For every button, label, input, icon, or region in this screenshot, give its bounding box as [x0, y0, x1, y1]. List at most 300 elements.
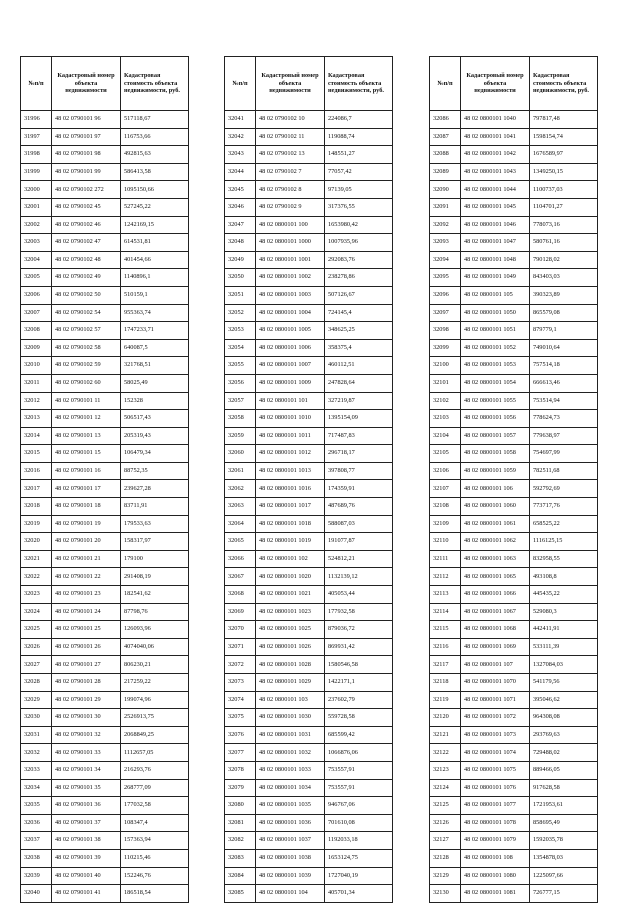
cadastral-cost-cell: 2068849,25: [121, 726, 189, 744]
row-number-cell: 32073: [225, 674, 256, 692]
table-row: [430, 568, 598, 586]
row-number-cell: 31999: [21, 163, 52, 181]
table-row: [225, 726, 393, 744]
row-number-cell: 32116: [430, 638, 461, 656]
table-row: [430, 286, 598, 304]
row-number-cell: 32023: [21, 586, 52, 604]
cadastral-number-cell: 48 02 0800101 1018: [256, 515, 325, 533]
column-header-cost: Кадастровая стоимость объекта недвижимости, руб.: [530, 57, 598, 111]
row-number-cell: 32088: [430, 146, 461, 164]
cadastral-cost-cell: 88752,35: [121, 462, 189, 480]
row-number-cell: 32085: [225, 885, 256, 903]
row-number-cell: 32008: [21, 322, 52, 340]
cadastral-cost-cell: 174359,91: [325, 480, 393, 498]
row-number-cell: 32072: [225, 656, 256, 674]
cadastral-number-cell: 48 02 0790102 11: [256, 128, 325, 146]
cadastral-number-cell: 48 02 0800101 1026: [256, 638, 325, 656]
cadastral-number-cell: 48 02 0800101 1019: [256, 533, 325, 551]
cadastral-cost-cell: 108347,4: [121, 814, 189, 832]
cadastral-cost-cell: 158317,97: [121, 533, 189, 551]
cadastral-number-cell: 48 02 0800101 1007: [256, 357, 325, 375]
table-row: [430, 251, 598, 269]
cadastral-cost-cell: 773717,76: [530, 498, 598, 516]
table-row: [430, 691, 598, 709]
table-row: [21, 550, 189, 568]
table-row: [430, 515, 598, 533]
cadastral-cost-cell: 753557,91: [325, 761, 393, 779]
table-row: [430, 621, 598, 639]
table-row: [225, 674, 393, 692]
table-row: [225, 832, 393, 850]
cadastral-number-cell: 48 02 0790102 46: [52, 216, 121, 234]
row-number-cell: 32053: [225, 322, 256, 340]
row-number-cell: 32064: [225, 515, 256, 533]
row-number-cell: 32007: [21, 304, 52, 322]
cadastral-number-cell: 48 02 0790101 30: [52, 709, 121, 727]
cadastral-number-cell: 48 02 0800101 1072: [461, 709, 530, 727]
cadastral-cost-cell: 889466,05: [530, 761, 598, 779]
cadastral-cost-cell: 152246,76: [121, 867, 189, 885]
cadastral-number-cell: 48 02 0790101 24: [52, 603, 121, 621]
row-number-cell: 32054: [225, 339, 256, 357]
row-number-cell: 32099: [430, 339, 461, 357]
table-row: [225, 128, 393, 146]
row-number-cell: 32097: [430, 304, 461, 322]
table-row: [430, 146, 598, 164]
cadastral-cost-cell: 216293,76: [121, 761, 189, 779]
table-row: [430, 797, 598, 815]
cadastral-number-cell: 48 02 0790102 8: [256, 181, 325, 199]
table-row: [225, 867, 393, 885]
cadastral-cost-cell: 492815,63: [121, 146, 189, 164]
cadastral-cost-cell: 296718,17: [325, 445, 393, 463]
cadastral-table-2: [224, 56, 393, 903]
table-row: [430, 533, 598, 551]
cadastral-number-cell: 48 02 0800101 1059: [461, 462, 530, 480]
cadastral-number-cell: 48 02 0790101 16: [52, 462, 121, 480]
cadastral-cost-cell: 1592035,78: [530, 832, 598, 850]
table-row: [225, 550, 393, 568]
row-number-cell: 31996: [21, 111, 52, 129]
cadastral-number-cell: 48 02 0800101 1029: [256, 674, 325, 692]
cadastral-number-cell: 48 02 0800101 1069: [461, 638, 530, 656]
cadastral-cost-cell: 152328: [121, 392, 189, 410]
table-row: [225, 885, 393, 903]
cadastral-number-cell: 48 02 0800101 1050: [461, 304, 530, 322]
cadastral-number-cell: 48 02 0800101 1012: [256, 445, 325, 463]
cadastral-cost-cell: 191077,87: [325, 533, 393, 551]
table-row: [225, 216, 393, 234]
column-header-num: №п/п: [225, 57, 256, 111]
table-row: [430, 709, 598, 727]
table-row: [21, 269, 189, 287]
cadastral-cost-cell: 1007935,96: [325, 234, 393, 252]
row-number-cell: 32100: [430, 357, 461, 375]
cadastral-number-cell: 48 02 0800101 1009: [256, 374, 325, 392]
cadastral-number-cell: 48 02 0800101 1077: [461, 797, 530, 815]
cadastral-number-cell: 48 02 0790101 38: [52, 832, 121, 850]
table-row: [21, 111, 189, 129]
cadastral-number-cell: 48 02 0800101 1047: [461, 234, 530, 252]
cadastral-number-cell: 48 02 0790102 60: [52, 374, 121, 392]
table-row: [225, 269, 393, 287]
cadastral-number-cell: 48 02 0800101 1020: [256, 568, 325, 586]
row-number-cell: 32029: [21, 691, 52, 709]
row-number-cell: 32066: [225, 550, 256, 568]
row-number-cell: 32127: [430, 832, 461, 850]
row-number-cell: 32061: [225, 462, 256, 480]
row-number-cell: 32058: [225, 410, 256, 428]
row-number-cell: 32055: [225, 357, 256, 375]
cadastral-cost-cell: 1580546,58: [325, 656, 393, 674]
row-number-cell: 32060: [225, 445, 256, 463]
row-number-cell: 32106: [430, 462, 461, 480]
table-row: [21, 322, 189, 340]
cadastral-cost-cell: 524812,21: [325, 550, 393, 568]
cadastral-cost-cell: 348625,25: [325, 322, 393, 340]
cadastral-number-cell: 48 02 0790101 37: [52, 814, 121, 832]
cadastral-cost-cell: 291408,19: [121, 568, 189, 586]
row-number-cell: 32121: [430, 726, 461, 744]
header-row: [225, 57, 393, 111]
row-number-cell: 32067: [225, 568, 256, 586]
cadastral-number-cell: 48 02 0800101 1081: [461, 885, 530, 903]
cadastral-cost-cell: 778073,16: [530, 216, 598, 234]
cadastral-number-cell: 48 02 0800101 1078: [461, 814, 530, 832]
row-number-cell: 32044: [225, 163, 256, 181]
table-row: [225, 304, 393, 322]
row-number-cell: 32019: [21, 515, 52, 533]
cadastral-number-cell: 48 02 0800101 101: [256, 392, 325, 410]
row-number-cell: 32075: [225, 709, 256, 727]
row-number-cell: 32091: [430, 198, 461, 216]
cadastral-cost-cell: 917628,58: [530, 779, 598, 797]
cadastral-number-cell: 48 02 0790101 98: [52, 146, 121, 164]
cadastral-cost-cell: 541179,56: [530, 674, 598, 692]
row-number-cell: 32005: [21, 269, 52, 287]
table-row: [21, 410, 189, 428]
table-row: [225, 656, 393, 674]
row-number-cell: 31998: [21, 146, 52, 164]
cadastral-cost-cell: 238278,86: [325, 269, 393, 287]
cadastral-number-cell: 48 02 0800101 1066: [461, 586, 530, 604]
table-row: [21, 726, 189, 744]
row-number-cell: 32087: [430, 128, 461, 146]
cadastral-number-cell: 48 02 0800101 1039: [256, 867, 325, 885]
cadastral-number-cell: 48 02 0800101 1035: [256, 797, 325, 815]
cadastral-number-cell: 48 02 0790102 48: [52, 251, 121, 269]
table-row: [21, 656, 189, 674]
row-number-cell: 32033: [21, 761, 52, 779]
cadastral-cost-cell: 4074040,06: [121, 638, 189, 656]
cadastral-cost-cell: 97139,05: [325, 181, 393, 199]
table-row: [225, 498, 393, 516]
cadastral-cost-cell: 182541,62: [121, 586, 189, 604]
row-number-cell: 32068: [225, 586, 256, 604]
cadastral-number-cell: 48 02 0790101 96: [52, 111, 121, 129]
cadastral-cost-cell: 1395154,09: [325, 410, 393, 428]
table-row: [430, 849, 598, 867]
table-row: [225, 761, 393, 779]
cadastral-cost-cell: 224086,7: [325, 111, 393, 129]
table-row: [21, 515, 189, 533]
cadastral-number-cell: 48 02 0800101 1079: [461, 832, 530, 850]
table-row: [21, 462, 189, 480]
cadastral-number-cell: 48 02 0790102 59: [52, 357, 121, 375]
cadastral-cost-cell: 110215,46: [121, 849, 189, 867]
cadastral-number-cell: 48 02 0800101 1055: [461, 392, 530, 410]
table-row: [430, 339, 598, 357]
cadastral-cost-cell: 858695,49: [530, 814, 598, 832]
row-number-cell: 32042: [225, 128, 256, 146]
row-number-cell: 32035: [21, 797, 52, 815]
cadastral-number-cell: 48 02 0790101 18: [52, 498, 121, 516]
cadastral-cost-cell: 1598154,74: [530, 128, 598, 146]
table-row: [430, 445, 598, 463]
cadastral-cost-cell: 87798,76: [121, 603, 189, 621]
cadastral-number-cell: 48 02 0790101 25: [52, 621, 121, 639]
table-row: [225, 234, 393, 252]
row-number-cell: 32050: [225, 269, 256, 287]
table-row: [21, 339, 189, 357]
cadastral-number-cell: 48 02 0800101 1053: [461, 357, 530, 375]
cadastral-number-cell: 48 02 0800101 1048: [461, 251, 530, 269]
cadastral-cost-cell: 1727040,19: [325, 867, 393, 885]
cadastral-number-cell: 48 02 0790101 99: [52, 163, 121, 181]
row-number-cell: 32070: [225, 621, 256, 639]
cadastral-number-cell: 48 02 0800101 1052: [461, 339, 530, 357]
row-number-cell: 32104: [430, 427, 461, 445]
table-row: [21, 638, 189, 656]
cadastral-number-cell: 48 02 0800101 1010: [256, 410, 325, 428]
table-row: [225, 410, 393, 428]
cadastral-number-cell: 48 02 0800101 1045: [461, 198, 530, 216]
cadastral-number-cell: 48 02 0800101 1006: [256, 339, 325, 357]
cadastral-cost-cell: 782511,68: [530, 462, 598, 480]
table-row: [21, 445, 189, 463]
table-row: [430, 128, 598, 146]
row-number-cell: 32038: [21, 849, 52, 867]
cadastral-cost-cell: 797817,48: [530, 111, 598, 129]
cadastral-cost-cell: 106479,34: [121, 445, 189, 463]
cadastral-cost-cell: 1066876,06: [325, 744, 393, 762]
cadastral-cost-cell: 401454,66: [121, 251, 189, 269]
table-row: [225, 445, 393, 463]
cadastral-number-cell: 48 02 0800101 1011: [256, 427, 325, 445]
cadastral-cost-cell: 177932,58: [325, 603, 393, 621]
table-row: [225, 621, 393, 639]
table-row: [21, 744, 189, 762]
cadastral-number-cell: 48 02 0790101 27: [52, 656, 121, 674]
row-number-cell: 32093: [430, 234, 461, 252]
cadastral-cost-cell: 1422171,1: [325, 674, 393, 692]
row-number-cell: 32076: [225, 726, 256, 744]
cadastral-number-cell: 48 02 0790101 21: [52, 550, 121, 568]
cadastral-number-cell: 48 02 0800101 1017: [256, 498, 325, 516]
cadastral-number-cell: 48 02 0800101 1000: [256, 234, 325, 252]
table-row: [21, 797, 189, 815]
cadastral-cost-cell: 487689,76: [325, 498, 393, 516]
row-number-cell: 32126: [430, 814, 461, 832]
row-number-cell: 32009: [21, 339, 52, 357]
cadastral-cost-cell: 955363,74: [121, 304, 189, 322]
cadastral-cost-cell: 179100: [121, 550, 189, 568]
cadastral-number-cell: 48 02 0800101 1003: [256, 286, 325, 304]
cadastral-number-cell: 48 02 0800101 1001: [256, 251, 325, 269]
cadastral-number-cell: 48 02 0790102 54: [52, 304, 121, 322]
cadastral-cost-cell: 1653124,75: [325, 849, 393, 867]
cadastral-cost-cell: 749010,64: [530, 339, 598, 357]
row-number-cell: 32045: [225, 181, 256, 199]
row-number-cell: 32043: [225, 146, 256, 164]
table-row: [225, 427, 393, 445]
table-row: [225, 480, 393, 498]
cadastral-cost-cell: 177032,58: [121, 797, 189, 815]
cadastral-cost-cell: 658525,22: [530, 515, 598, 533]
cadastral-cost-cell: 460112,51: [325, 357, 393, 375]
row-number-cell: 32109: [430, 515, 461, 533]
cadastral-cost-cell: 1116125,15: [530, 533, 598, 551]
cadastral-cost-cell: 126093,96: [121, 621, 189, 639]
cadastral-number-cell: 48 02 0800101 1031: [256, 726, 325, 744]
table-row: [21, 885, 189, 903]
column-header-num: №п/п: [430, 57, 461, 111]
cadastral-cost-cell: 217259,22: [121, 674, 189, 692]
row-number-cell: 32001: [21, 198, 52, 216]
cadastral-cost-cell: 405701,34: [325, 885, 393, 903]
cadastral-cost-cell: 77057,42: [325, 163, 393, 181]
row-number-cell: 32062: [225, 480, 256, 498]
cadastral-cost-cell: 1140896,1: [121, 269, 189, 287]
row-number-cell: 32112: [430, 568, 461, 586]
table-row: [430, 216, 598, 234]
cadastral-number-cell: 48 02 0800101 1071: [461, 691, 530, 709]
cadastral-number-cell: 48 02 0800101 105: [461, 286, 530, 304]
cadastral-cost-cell: 946767,06: [325, 797, 393, 815]
cadastral-number-cell: 48 02 0790101 40: [52, 867, 121, 885]
cadastral-number-cell: 48 02 0790102 45: [52, 198, 121, 216]
table-row: [21, 251, 189, 269]
table-row: [430, 814, 598, 832]
row-number-cell: 32074: [225, 691, 256, 709]
table-row: [21, 533, 189, 551]
table-row: [21, 709, 189, 727]
row-number-cell: 32111: [430, 550, 461, 568]
cadastral-cost-cell: 729488,02: [530, 744, 598, 762]
table-row: [430, 761, 598, 779]
row-number-cell: 32039: [21, 867, 52, 885]
table-row: [430, 198, 598, 216]
cadastral-number-cell: 48 02 0800101 1051: [461, 322, 530, 340]
cadastral-number-cell: 48 02 0800101 103: [256, 691, 325, 709]
row-number-cell: 32046: [225, 198, 256, 216]
cadastral-cost-cell: 726777,15: [530, 885, 598, 903]
cadastral-number-cell: 48 02 0800101 1032: [256, 744, 325, 762]
row-number-cell: 32077: [225, 744, 256, 762]
cadastral-cost-cell: 205319,43: [121, 427, 189, 445]
row-number-cell: 32079: [225, 779, 256, 797]
table-row: [225, 374, 393, 392]
cadastral-number-cell: 48 02 0800101 1061: [461, 515, 530, 533]
row-number-cell: 32031: [21, 726, 52, 744]
cadastral-number-cell: 48 02 0790101 35: [52, 779, 121, 797]
table-row: [21, 586, 189, 604]
column-header-cost: Кадастровая стоимость объекта недвижимости, руб.: [325, 57, 393, 111]
cadastral-cost-cell: 395046,62: [530, 691, 598, 709]
cadastral-number-cell: 48 02 0790102 13: [256, 146, 325, 164]
cadastral-cost-cell: 754697,99: [530, 445, 598, 463]
row-number-cell: 32047: [225, 216, 256, 234]
cadastral-number-cell: 48 02 0790101 29: [52, 691, 121, 709]
table-row: [430, 234, 598, 252]
cadastral-number-cell: 48 02 0800101 1060: [461, 498, 530, 516]
cadastral-cost-cell: 724145,4: [325, 304, 393, 322]
table-row: [21, 357, 189, 375]
row-number-cell: 32032: [21, 744, 52, 762]
table-row: [21, 304, 189, 322]
table-row: [21, 392, 189, 410]
table-row: [21, 621, 189, 639]
cadastral-cost-cell: 559728,58: [325, 709, 393, 727]
row-number-cell: 32051: [225, 286, 256, 304]
table-row: [225, 691, 393, 709]
table-row: [225, 533, 393, 551]
cadastral-number-cell: 48 02 0800101 1056: [461, 410, 530, 428]
cadastral-cost-cell: 292083,76: [325, 251, 393, 269]
cadastral-number-cell: 48 02 0800101 1044: [461, 181, 530, 199]
row-number-cell: 32090: [430, 181, 461, 199]
table-row: [430, 462, 598, 480]
cadastral-cost-cell: 843403,03: [530, 269, 598, 287]
row-number-cell: 32125: [430, 797, 461, 815]
cadastral-number-cell: 48 02 0790101 28: [52, 674, 121, 692]
table-row: [225, 638, 393, 656]
row-number-cell: 32096: [430, 286, 461, 304]
cadastral-number-cell: 48 02 0790101 19: [52, 515, 121, 533]
table-row: [21, 427, 189, 445]
cadastral-number-cell: 48 02 0800101 104: [256, 885, 325, 903]
row-number-cell: 32107: [430, 480, 461, 498]
table-row: [21, 181, 189, 199]
table-row: [430, 322, 598, 340]
row-number-cell: 32080: [225, 797, 256, 815]
table-row: [21, 498, 189, 516]
cadastral-number-cell: 48 02 0800101 1025: [256, 621, 325, 639]
cadastral-number-cell: 48 02 0790102 7: [256, 163, 325, 181]
row-number-cell: 32027: [21, 656, 52, 674]
cadastral-cost-cell: 510159,1: [121, 286, 189, 304]
table-row: [21, 779, 189, 797]
cadastral-number-cell: 48 02 0800101 1030: [256, 709, 325, 727]
table-row: [21, 603, 189, 621]
cadastral-number-cell: 48 02 0800101 1004: [256, 304, 325, 322]
table-row: [225, 797, 393, 815]
cadastral-number-cell: 48 02 0800101 1080: [461, 867, 530, 885]
table-row: [21, 568, 189, 586]
table-row: [430, 867, 598, 885]
row-number-cell: 31997: [21, 128, 52, 146]
row-number-cell: 32010: [21, 357, 52, 375]
column-header-num: №п/п: [21, 57, 52, 111]
row-number-cell: 32083: [225, 849, 256, 867]
cadastral-cost-cell: 1225097,66: [530, 867, 598, 885]
column-header-cad: Кадастровый номер объекта недвижимости: [52, 57, 121, 111]
row-number-cell: 32000: [21, 181, 52, 199]
cadastral-cost-cell: 186518,54: [121, 885, 189, 903]
row-number-cell: 32082: [225, 832, 256, 850]
row-number-cell: 32086: [430, 111, 461, 129]
cadastral-cost-cell: 666613,46: [530, 374, 598, 392]
